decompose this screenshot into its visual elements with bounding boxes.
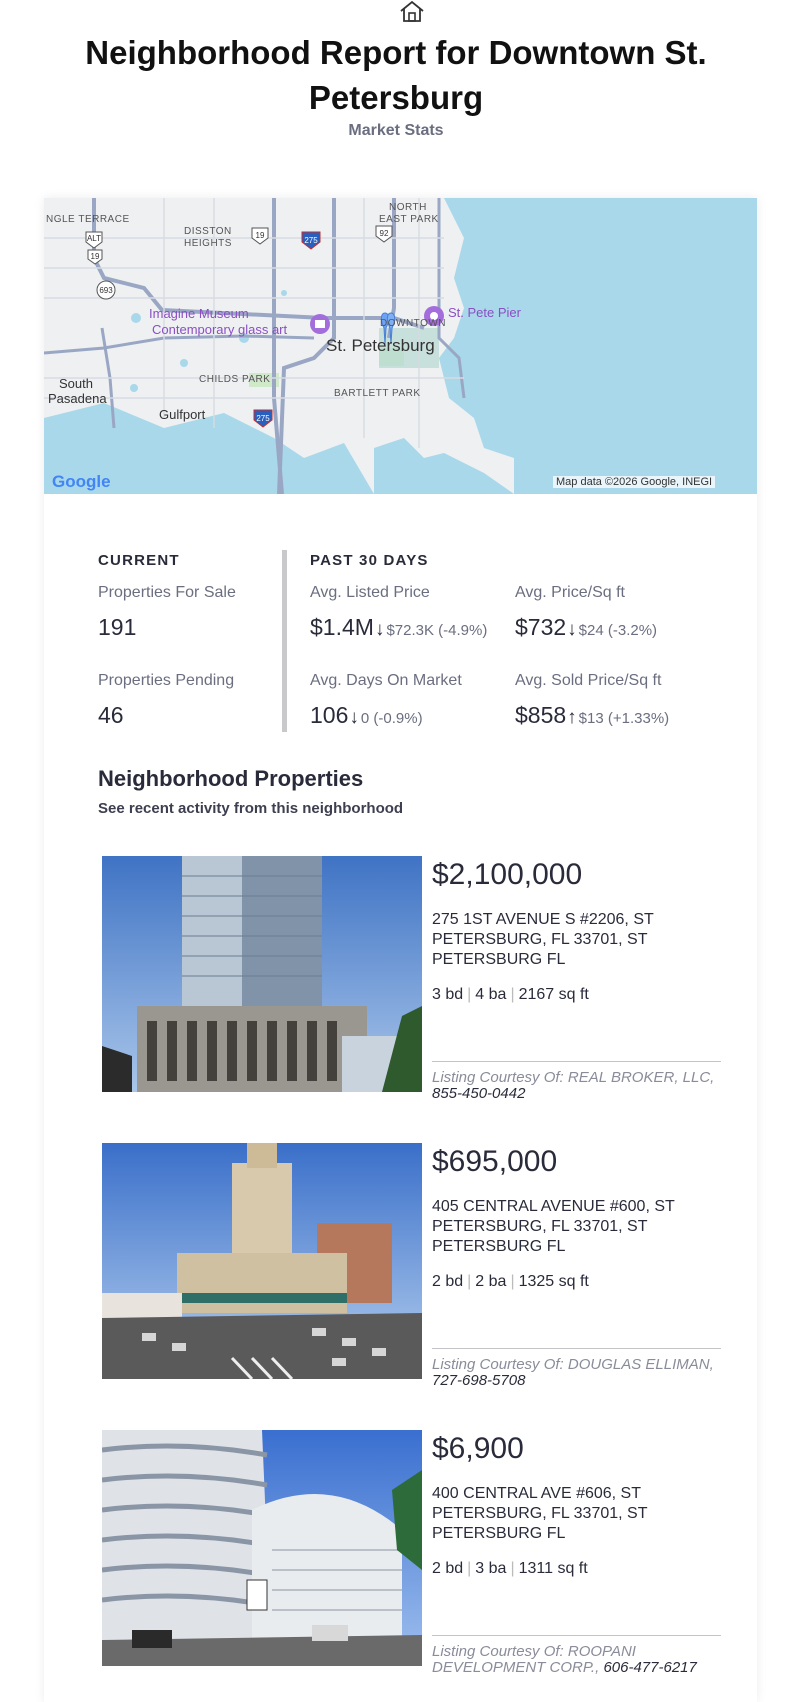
- pending-label: Properties Pending: [98, 672, 235, 689]
- listing-beds: 3 bd: [432, 986, 464, 1003]
- map-label-imagine-museum-2: Contemporary glass art: [152, 322, 288, 337]
- listing-card[interactable]: [102, 856, 722, 1102]
- listing-courtesy: [432, 1357, 721, 1389]
- avg-sold-psf-delta: $13 (+1.33%): [578, 710, 670, 727]
- spec-separator: |: [510, 1560, 515, 1577]
- avg-sold-psf-label: Avg. Sold Price/Sq ft: [515, 672, 662, 689]
- listing-photo[interactable]: [102, 1430, 422, 1666]
- listing-baths: 3 ba: [475, 1560, 507, 1577]
- svg-text:92: 92: [379, 229, 389, 238]
- map-label-north-east-park-1: NORTH: [389, 202, 427, 213]
- avg-listed-label: Avg. Listed Price: [310, 584, 430, 601]
- avg-listed-delta: $72.3K (-4.9%): [386, 622, 488, 639]
- svg-text:693: 693: [99, 286, 113, 295]
- listing-photo[interactable]: [102, 1143, 422, 1379]
- report-card: [44, 198, 757, 1702]
- map-label-north-east-park-2: EAST PARK: [379, 214, 439, 225]
- page-title: Neighborhood Report for Downtown St. Petersburg: [85, 34, 707, 116]
- avg-psf-delta: $24 (-3.2%): [578, 622, 658, 639]
- listing-courtesy: [432, 1070, 721, 1102]
- listing-specs: [432, 986, 589, 1004]
- avg-listed-stat: [310, 614, 487, 641]
- listing-baths: 4 ba: [475, 986, 507, 1003]
- google-logo: Google: [52, 472, 111, 491]
- map-label-disston-1: DISSTON: [184, 226, 232, 237]
- listing-price[interactable]: $695,000: [432, 1145, 558, 1178]
- listing-address: 275 1ST AVENUE S #2206, ST PETERSBURG, FL 33701, ST PETERSBURG FL: [432, 911, 654, 968]
- report-header: [0, 0, 792, 190]
- listing-broker: Listing Courtesy Of: REAL BROKER, LLC,: [432, 1069, 715, 1086]
- listing-phone[interactable]: 727-698-5708: [432, 1372, 526, 1389]
- spec-separator: |: [510, 1273, 515, 1290]
- map-label-st-pete-pier[interactable]: St. Pete Pier: [448, 305, 521, 320]
- spec-separator: |: [467, 1273, 472, 1290]
- avg-sold-psf-value: $858: [515, 702, 567, 728]
- avg-sold-psf-stat: [515, 702, 669, 729]
- current-heading: CURRENT: [98, 552, 180, 569]
- listing-phone[interactable]: 606-477-6217: [603, 1659, 697, 1676]
- svg-text:19: 19: [90, 252, 100, 261]
- listing-phone[interactable]: 855-450-0442: [432, 1085, 526, 1102]
- listing-sqft: 1311 sq ft: [518, 1560, 588, 1577]
- svg-text:275: 275: [256, 414, 270, 423]
- map-label-disston-2: HEIGHTS: [184, 238, 232, 249]
- map-label-imagine-museum-1[interactable]: Imagine Museum: [149, 306, 249, 321]
- map-label-downtown: DOWNTOWN: [380, 318, 447, 329]
- listing-divider: [432, 1348, 721, 1349]
- avg-psf-stat: [515, 614, 657, 641]
- map-attribution[interactable]: Map data ©2026 Google, INEGI: [553, 476, 715, 488]
- map-label-bartlett-park: BARTLETT PARK: [334, 388, 421, 399]
- listing-photo[interactable]: [102, 856, 422, 1092]
- map-label-childs-park: CHILDS PARK: [199, 374, 271, 385]
- listing-specs: [432, 1560, 588, 1578]
- map-label-south-pasadena-2: Pasadena: [48, 391, 107, 406]
- map-label-gulfport: Gulfport: [159, 407, 206, 422]
- listing-address: 405 CENTRAL AVENUE #600, ST PETERSBURG, FL 33701, ST PETERSBURG FL: [432, 1198, 675, 1255]
- map-label-st-petersburg: St. Petersburg: [326, 336, 435, 355]
- arrow-down-icon: ↓: [374, 619, 385, 640]
- arrow-up-icon: ↑: [567, 707, 577, 728]
- avg-dom-value: 106: [310, 702, 349, 728]
- arrow-down-icon: ↓: [349, 707, 359, 728]
- listing-card[interactable]: [102, 1143, 722, 1389]
- listing-beds: 2 bd: [432, 1560, 464, 1577]
- spec-separator: |: [467, 1560, 472, 1577]
- for-sale-value: 191: [98, 614, 137, 640]
- map-label-south-pasadena-1: South: [59, 376, 93, 391]
- listing-price[interactable]: $2,100,000: [432, 858, 583, 891]
- listing-address: 400 CENTRAL AVE #606, ST PETERSBURG, FL 33701, ST PETERSBURG FL: [432, 1485, 648, 1542]
- past30-heading: PAST 30 DAYS: [310, 552, 429, 569]
- listing-broker: Listing Courtesy Of: ROOPANI DEVELOPMENT CORP.,: [432, 1643, 636, 1676]
- house-icon: [398, 0, 426, 22]
- listing-divider: [432, 1061, 721, 1062]
- pending-value: 46: [98, 702, 124, 728]
- listing-broker: Listing Courtesy Of: DOUGLAS ELLIMAN,: [432, 1356, 714, 1373]
- for-sale-label: Properties For Sale: [98, 584, 236, 601]
- avg-dom-label: Avg. Days On Market: [310, 672, 462, 689]
- svg-text:ALT: ALT: [86, 234, 102, 243]
- listing-specs: [432, 1273, 589, 1291]
- avg-psf-value: $732: [515, 614, 567, 640]
- neighborhood-map[interactable]: [44, 198, 757, 494]
- avg-psf-label: Avg. Price/Sq ft: [515, 584, 625, 601]
- listing-price[interactable]: $6,900: [432, 1432, 524, 1465]
- listing-baths: 2 ba: [475, 1273, 507, 1290]
- arrow-down-icon: ↓: [567, 619, 577, 640]
- page-subtitle: Market Stats: [348, 122, 444, 139]
- listing-courtesy: [432, 1644, 721, 1676]
- listing-card[interactable]: [102, 1430, 722, 1676]
- listing-sqft: 1325 sq ft: [518, 1273, 589, 1290]
- spec-separator: |: [467, 986, 472, 1003]
- svg-text:275: 275: [304, 236, 318, 245]
- properties-subtitle: See recent activity from this neighborhood: [98, 800, 404, 817]
- avg-dom-stat: [310, 702, 423, 729]
- listing-beds: 2 bd: [432, 1273, 464, 1290]
- listing-divider: [432, 1635, 721, 1636]
- spec-separator: |: [510, 986, 515, 1003]
- stats-divider: [282, 550, 287, 732]
- map-label-glade-terrace: NGLE TERRACE: [46, 214, 130, 225]
- listing-sqft: 2167 sq ft: [518, 986, 589, 1003]
- avg-listed-value: $1.4M: [310, 614, 374, 640]
- svg-text:19: 19: [255, 231, 265, 240]
- avg-dom-delta: 0 (-0.9%): [360, 710, 423, 727]
- properties-title: Neighborhood Properties: [98, 766, 364, 791]
